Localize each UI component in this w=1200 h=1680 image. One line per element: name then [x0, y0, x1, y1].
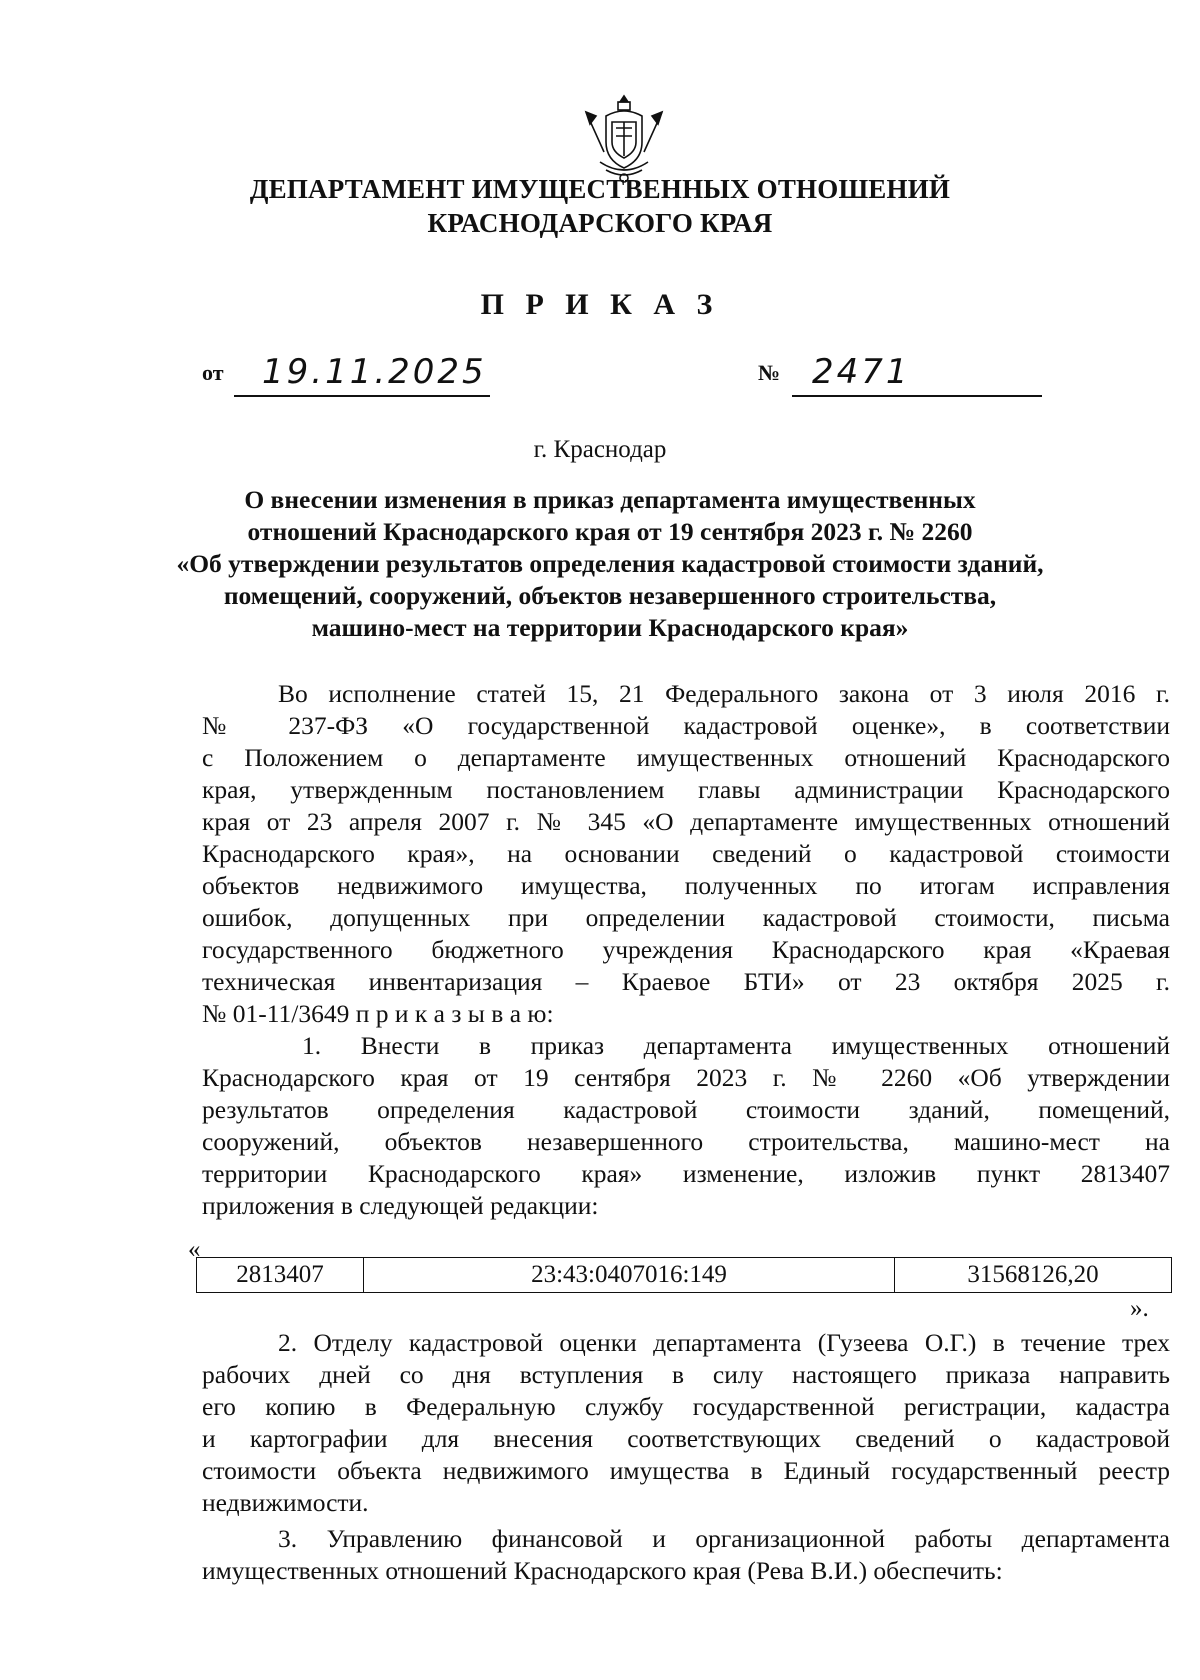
table-cell-cadastral-number: 23:43:0407016:149 [364, 1258, 895, 1293]
quote-open: « [188, 1236, 201, 1263]
date-prefix: от [202, 360, 224, 385]
order-subject [170, 484, 1050, 644]
item2-line: и картографии для внесения соответствующих сведений о кадастровой [202, 1424, 1170, 1453]
number-prefix: № [758, 360, 781, 385]
item3-line: 3. Управлению финансовой и организационной работы департамента [278, 1524, 1170, 1553]
item2-line: его копию в Федеральную службу государственной регистрации, кадастра [202, 1392, 1170, 1421]
date-underline [234, 395, 490, 397]
subject-line: отношений Краснодарского края от 19 сентября 2023 г. № 2260 [247, 517, 973, 546]
table-cell-item-number: 2813407 [197, 1258, 364, 1293]
cadastral-table [196, 1257, 1172, 1293]
preamble-line: государственного бюджетного учреждения Краснодарского края «Краевая [202, 935, 1170, 964]
preamble-line: № 01-11/3649 п р и к а з ы в а ю: [202, 999, 554, 1028]
preamble-line: Во исполнение статей 15, 21 Федерального закона от 3 июля 2016 г. [278, 679, 1170, 708]
preamble-line: Краснодарского края», на основании сведений о кадастровой стоимости [202, 839, 1170, 868]
preamble-line: ошибок, допущенных при определении кадастровой стоимости, письма [202, 903, 1170, 932]
item1-line: результатов определения кадастровой стоимости зданий, помещений, [202, 1095, 1170, 1124]
order-title: П Р И К А З [480, 288, 720, 321]
number-underline [792, 395, 1042, 397]
city: г. Краснодар [533, 436, 667, 463]
quote-close: ». [1130, 1295, 1149, 1322]
preamble-line: техническая инвентаризация – Краевое БТИ» от 23 октября 2025 г. [202, 967, 1170, 996]
preamble-line: объектов недвижимого имущества, полученных по итогам исправления [202, 871, 1170, 900]
subject-line: О внесении изменения в приказ департамента имущественных [244, 485, 976, 514]
item2-line: недвижимости. [202, 1488, 369, 1517]
item2-line: рабочих дней со дня вступления в силу настоящего приказа направить [202, 1360, 1170, 1389]
preamble-line: края, утвержденным постановлением главы администрации Краснодарского [202, 775, 1170, 804]
order-number-handwritten: 2471 [812, 352, 911, 392]
subject-line: машино-мест на территории Краснодарского края» [311, 613, 909, 642]
subject-line: помещений, сооружений, объектов незавершенного строительства, [223, 581, 997, 610]
item1-line: территории Краснодарского края» изменение, изложив пункт 2813407 [202, 1159, 1170, 1188]
item1-line: приложения в следующей редакции: [202, 1191, 599, 1220]
preamble-line: № 237-ФЗ «О государственной кадастровой оценке», в соответствии [202, 711, 1170, 740]
department-name-line-1: ДЕПАРТАМЕНТ ИМУЩЕСТВЕННЫХ ОТНОШЕНИЙ [249, 174, 951, 204]
item1-line: 1. Внести в приказ департамента имущественных отношений [302, 1031, 1170, 1060]
item1-line: Краснодарского края от 19 сентября 2023 г. № 2260 «Об утверждении [202, 1063, 1170, 1092]
department-name-line-2: КРАСНОДАРСКОГО КРАЯ [427, 208, 773, 238]
item1-line: сооружений, объектов незавершенного строительства, машино-мест на [202, 1127, 1170, 1156]
item2-line: 2. Отделу кадастровой оценки департамента (Гузеева О.Г.) в течение трех [278, 1328, 1170, 1357]
subject-line: «Об утверждении результатов определения кадастровой стоимости зданий, [176, 549, 1044, 578]
item2-line: стоимости объекта недвижимого имущества в Единый государственный реестр [202, 1456, 1170, 1485]
order-date-handwritten: 19.11.2025 [262, 352, 487, 392]
preamble-line: с Положением о департаменте имущественных отношений Краснодарского [202, 743, 1170, 772]
preamble-line: края от 23 апреля 2007 г. № 345 «О департаменте имущественных отношений [202, 807, 1170, 836]
table-row [197, 1258, 1172, 1293]
item3-line: имущественных отношений Краснодарского края (Рева В.И.) обеспечить: [202, 1556, 1003, 1585]
table-cell-cadastral-value: 31568126,20 [895, 1258, 1172, 1293]
